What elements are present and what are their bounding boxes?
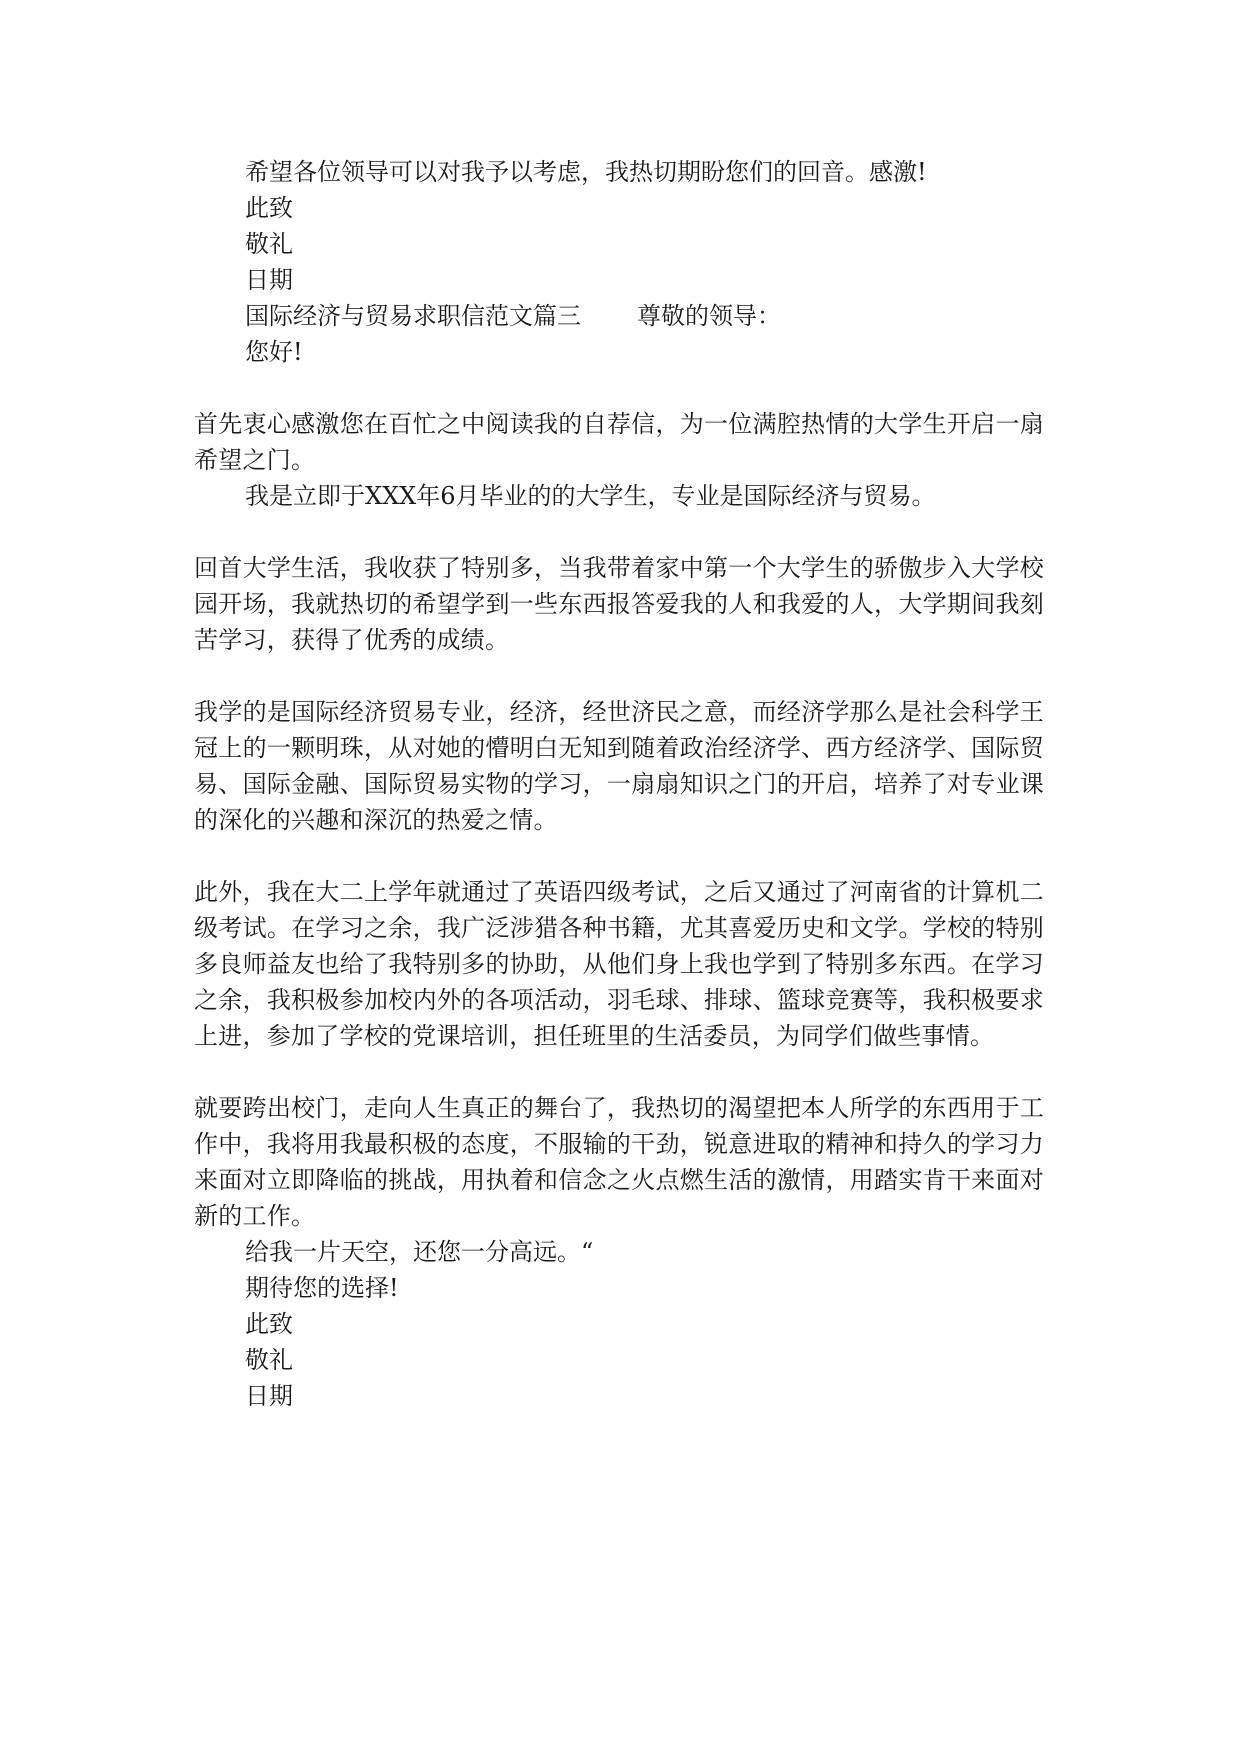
greeting: 您好!: [245, 338, 303, 366]
closing-cizhi-2: 此致: [245, 1310, 293, 1338]
paragraph-gap: [194, 370, 1044, 406]
motto-line: 给我一片天空，还您一分高远。“: [245, 1238, 594, 1266]
expect-line: 期待您的选择!: [245, 1274, 399, 1302]
letter-body: [194, 154, 1044, 1414]
closing-jingli-1: 敬礼: [245, 230, 293, 258]
paragraph-activities: 此外，我在大二上学年就通过了英语四级考试，之后又通过了河南省的计算机二级考试。在学习之余，我广泛涉猎各种书籍，尤其喜爱历史和文学。学校的特别多良师益友也给了我特别多的协助，从他们身上我也学到了特别多东西。在学习之余，我积极参加校内外的各项活动，羽毛球、排球、篮球竞赛等，我积极要求上进，参加了学校的党课培训，担任班里的生活委员，为同学们做些事情。: [194, 878, 1044, 1050]
paragraph-gap: [194, 838, 1044, 874]
section-title-row: [194, 298, 1044, 334]
paragraph-gap: [194, 1054, 1044, 1090]
paragraph-future: 就要跨出校门，走向人生真正的舞台了，我热切的渴望把本人所学的东西用于工作中，我将用我最积极的态度，不服输的干劲，锐意进取的精神和持久的学习力来面对立即降临的挑战，用执着和信念之火点燃生活的激情，用踏实肯干来面对新的工作。: [194, 1094, 1044, 1230]
closing-date-2: 日期: [245, 1382, 293, 1410]
section-title: 国际经济与贸易求职信范文篇三: [245, 302, 581, 330]
closing-date-1: 日期: [245, 266, 293, 294]
closing-hope-line: 希望各位领导可以对我予以考虑，我热切期盼您们的回音。感激!: [245, 158, 927, 186]
paragraph-intro: 我是立即于XXX年6月毕业的的大学生，专业是国际经济与贸易。: [245, 482, 936, 510]
paragraph-gap: [194, 514, 1044, 550]
closing-jingli-2: 敬礼: [245, 1346, 293, 1374]
paragraph-college-life: 回首大学生活，我收获了特别多，当我带着家中第一个大学生的骄傲步入大学校园开场，我就热切的希望学到一些东西报答爱我的人和我爱的人，大学期间我刻苦学习，获得了优秀的成绩。: [194, 554, 1044, 654]
paragraph-thanks: 首先衷心感激您在百忙之中阅读我的自荐信，为一位满腔热情的大学生开启一扇希望之门。: [194, 410, 1044, 474]
closing-cizhi-1: 此致: [245, 194, 293, 222]
paragraph-gap: [194, 658, 1044, 694]
paragraph-major: 我学的是国际经济贸易专业，经济，经世济民之意，而经济学那么是社会科学王冠上的一颗明珠，从对她的懵明白无知到随着政治经济学、西方经济学、国际贸易、国际金融、国际贸易实物的学习，一扇扇知识之门的开启，培养了对专业课的深化的兴趣和深沉的热爱之情。: [194, 698, 1044, 834]
salutation: 尊敬的领导：: [637, 302, 781, 330]
